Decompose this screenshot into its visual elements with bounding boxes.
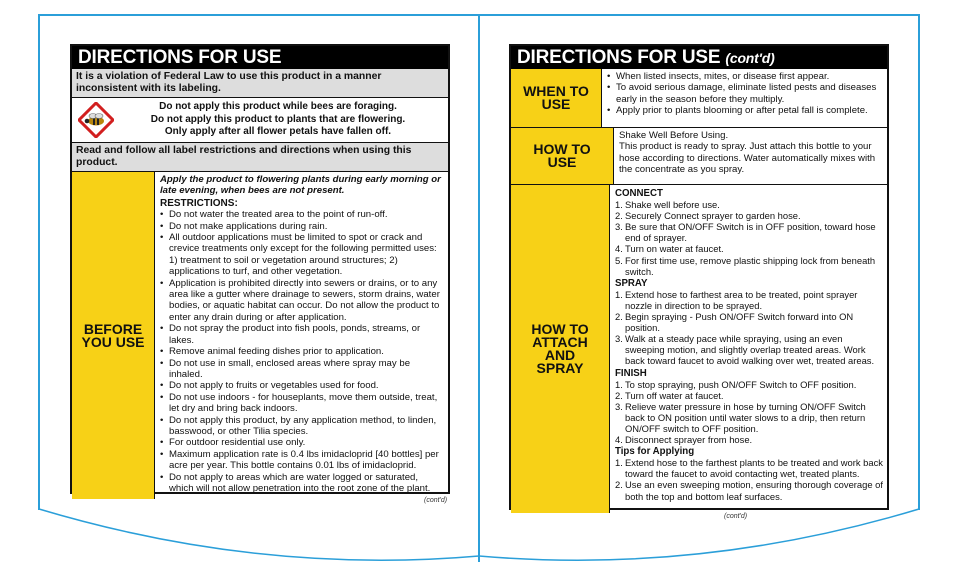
restrictions-heading: RESTRICTIONS: (160, 197, 238, 209)
finish-heading: FINISH (615, 367, 647, 379)
read-follow-notice: Read and follow all label restrictions and directions when using this product. (72, 143, 448, 172)
list-item: 3. Be sure that ON/OFF Switch is in OFF position, toward hose end of sprayer. (615, 221, 876, 244)
before-you-use-label: BEFORE YOU USE (72, 172, 155, 499)
list-item: • Application is prohibited directly into sewers or drains, or to any area like a gutter where drainage to sewers, storm drains, water bodies, or aquatic habitat can occur. Do not allow the product to enter any drain during or after application. (160, 277, 440, 323)
list-item: • Maximum application rate is 0.4 lbs imidacloprid [40 bottles] per acre per year. This bottle contains 0.01 lbs of imidacloprid. (160, 448, 439, 472)
bee-warning-line: Do not apply this product to plants that are flowering. (150, 113, 406, 125)
page-title: DIRECTIONS FOR USE (72, 46, 448, 69)
when-to-use-content (602, 69, 887, 127)
list-item: 1. Shake well before use. (615, 199, 720, 211)
spray-steps (615, 289, 883, 367)
right-label (509, 44, 889, 510)
list-item: • All outdoor applications must be limited to spot or crack and crevice treatments only except for the following permitted uses: 1) treatment to soil or vegetation around structures; 2) applications to turf, and other vegetation. (160, 232, 437, 278)
list-item: • To avoid serious damage, eliminate listed pests and diseases early in the season before they multiply. (607, 82, 877, 105)
list-item: • Do not make applications during rain. (160, 220, 328, 232)
tips-heading: Tips for Applying (615, 446, 695, 458)
tips-steps (615, 457, 883, 501)
how-to-use-line: This product is ready to spray. Just attach this bottle to your hose according to directions. Water automatically mixes with the concentrate as you spray. (619, 141, 876, 176)
list-item: 4. Turn on water at faucet. (615, 243, 724, 255)
list-item: • Do not use in small, enclosed areas where spray may be inhaled. (160, 357, 411, 380)
when-to-use-label: WHEN TO USE (511, 69, 602, 127)
list-item: 3. Relieve water pressure in hose by turning ON/OFF Switch back to ON position until water slows to a drip, then return ON/OFF switch to OFF position. (615, 400, 866, 434)
list-item: • When listed insects, mites, or disease first appear. (607, 71, 830, 82)
spray-heading: SPRAY (615, 277, 648, 289)
list-item: 1. Extend hose to the farthest plants to be treated and work back toward the faucet to avoid contacting wet, treated plants. (615, 457, 883, 480)
list-item: • Do not use indoors - for houseplants, move them outside, treat, let dry and bring back indoors. (160, 391, 438, 415)
continued-note-right: (cont'd) (724, 513, 748, 520)
list-item: 1. To stop spraying, push ON/OFF Switch to OFF position. (615, 378, 857, 390)
bee-warning-line: Do not apply this product while bees are foraging. (159, 101, 397, 113)
list-item: • Do not water the treated area to the point of run-off. (160, 209, 388, 221)
list-item: 2. Securely Connect sprayer to garden hose. (615, 210, 801, 222)
connect-steps (615, 199, 883, 277)
list-item: • Do not apply to fruits or vegetables used for food. (160, 380, 379, 392)
restrictions-list (160, 209, 444, 494)
attach-and-spray-label: HOW TO ATTACH AND SPRAY (511, 185, 610, 513)
list-item: 4. Disconnect sprayer from hose. (615, 434, 753, 446)
bee-warning-text (114, 101, 442, 139)
bee-warning-line: Only apply after all flower petals have fallen off. (164, 126, 392, 138)
list-item: • Remove animal feeding dishes prior to application. (160, 346, 384, 358)
list-item: 2. Begin spraying - Push ON/OFF Switch forward into ON position. (615, 311, 854, 334)
list-item: 3. Walk at a steady pace while spraying, using an even sweeping motion, and slightly overlap treated areas. Work back toward faucet to avoid walking over wet, treated areas. (615, 333, 875, 367)
how-to-use-row (511, 128, 887, 185)
list-item: • Apply prior to plants blooming or after petal fall is complete. (607, 105, 868, 117)
federal-law-notice: It is a violation of Federal Law to use this product in a manner inconsistent with its labeling. (72, 69, 448, 98)
continued-note-left: (cont'd) (424, 497, 448, 504)
page-title-continued: DIRECTIONS FOR USE (cont'd) (511, 46, 887, 69)
before-you-use-row (72, 172, 448, 499)
when-to-use-list (607, 71, 883, 117)
attach-and-spray-content (610, 185, 887, 513)
list-item: • Do not apply to areas which are water logged or saturated, which will not allow penetration into the root zone of the plant. (160, 471, 431, 494)
before-you-use-content (155, 172, 448, 499)
list-item: • Do not spray the product into fish pools, ponds, streams, or lakes. (160, 323, 421, 346)
how-to-use-content (614, 128, 887, 184)
finish-steps (615, 379, 883, 446)
when-to-use-row (511, 69, 887, 128)
bee-warning-row (72, 98, 448, 143)
list-item: 2. Turn off water at faucet. (615, 389, 724, 401)
list-item: • For outdoor residential use only. (160, 437, 306, 449)
list-item: 1. Extend hose to farthest area to be treated, point sprayer nozzle in direction to be sprayed. (615, 288, 858, 311)
how-to-use-line: Shake Well Before Using. (619, 130, 729, 141)
title-suffix: (cont'd) (725, 50, 775, 66)
connect-heading: CONNECT (615, 188, 663, 199)
list-item: 5. For first time use, remove plastic shipping lock from beneath switch. (615, 254, 876, 277)
left-label (70, 44, 450, 494)
bee-warning-icon (78, 102, 114, 138)
application-timing-note: Apply the product to flowering plants during early morning or late evening, when bees are not present. (160, 174, 441, 197)
list-item: 2. Use an even sweeping motion, ensuring thorough coverage of both the top and bottom leaf surfaces. (615, 479, 883, 502)
attach-and-spray-row (511, 185, 887, 513)
how-to-use-label: HOW TO USE (511, 128, 614, 184)
list-item: • Do not apply this product, by any application method, to linden, basswood, or other Tilia species. (160, 414, 437, 437)
